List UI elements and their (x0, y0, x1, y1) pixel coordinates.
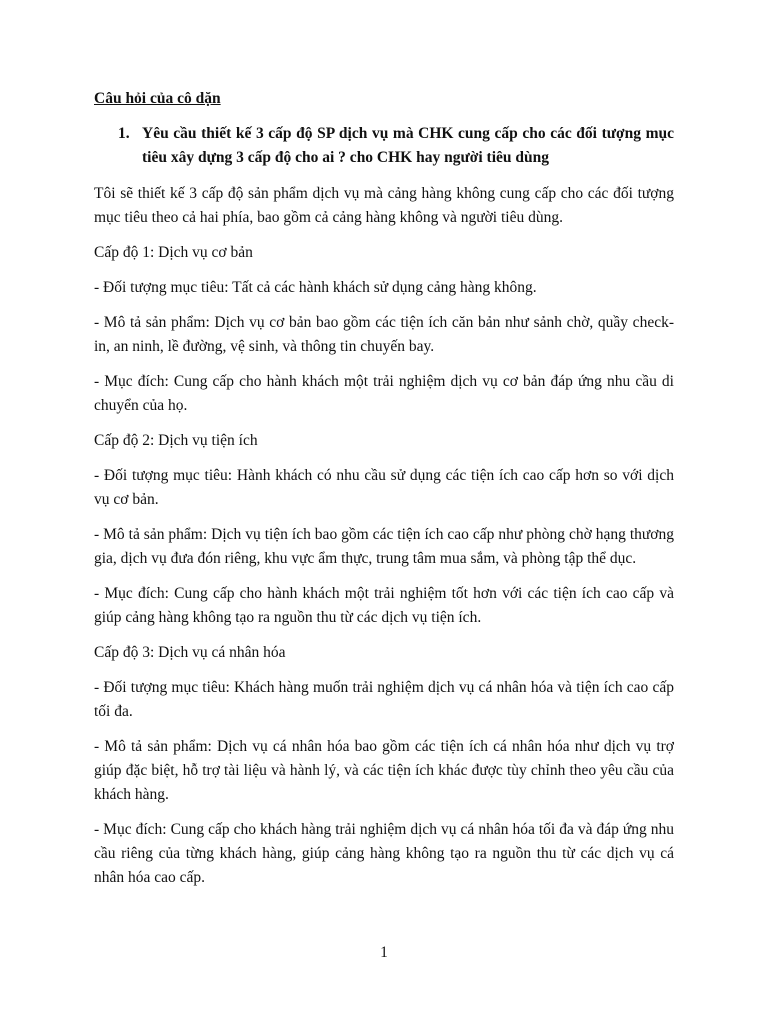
level-3-purpose: - Mục đích: Cung cấp cho khách hàng trải nghiệm dịch vụ cá nhân hóa tối đa và đáp ứng nhu cầu riêng của từng khách hàng, giúp cảng hàng không tạo ra nguồn thu từ các dịch vụ cá nhân hóa cao cấp. (94, 821, 674, 886)
level-1-title: Cấp độ 1: Dịch vụ cơ bản (94, 244, 253, 261)
question-number: 1. (118, 125, 130, 142)
intro-paragraph: Tôi sẽ thiết kế 3 cấp độ sản phẩm dịch vụ mà cảng hàng không cung cấp cho các đối tượng mục tiêu theo cả hai phía, bao gồm cả cảng hàng không và người tiêu dùng. (94, 185, 674, 226)
question-text: Yêu cầu thiết kế 3 cấp độ SP dịch vụ mà CHK cung cấp cho các đối tượng mục tiêu xây dựng 3 cấp độ cho ai ? cho CHK hay người tiêu dùng (142, 125, 674, 166)
level-1-purpose: - Mục đích: Cung cấp cho hành khách một trải nghiệm dịch vụ cơ bản đáp ứng nhu cầu di chuyển của họ. (94, 373, 674, 414)
question-item (118, 122, 674, 170)
level-2-title: Cấp độ 2: Dịch vụ tiện ích (94, 432, 258, 449)
level-3-target: - Đối tượng mục tiêu: Khách hàng muốn trải nghiệm dịch vụ cá nhân hóa và tiện ích cao cấp tối đa. (94, 679, 674, 720)
section-heading: Câu hỏi của cô dặn (94, 90, 221, 107)
page-number: 1 (380, 944, 388, 961)
level-3-description: - Mô tả sản phẩm: Dịch vụ cá nhân hóa bao gồm các tiện ích cá nhân hóa như dịch vụ trợ giúp đặc biệt, hỗ trợ tài liệu và hành lý, và các tiện ích khác được tùy chỉnh theo yêu cầu của khách hàng. (94, 738, 674, 803)
level-1-description: - Mô tả sản phẩm: Dịch vụ cơ bản bao gồm các tiện ích căn bản như sảnh chờ, quầy check-in, an ninh, lề đường, vệ sinh, và thông tin chuyến bay. (94, 314, 674, 355)
document-body (94, 88, 674, 901)
level-2-purpose: - Mục đích: Cung cấp cho hành khách một trải nghiệm tốt hơn với các tiện ích cao cấp và giúp cảng hàng không tạo ra nguồn thu từ các dịch vụ tiện ích. (94, 585, 674, 626)
level-2-target: - Đối tượng mục tiêu: Hành khách có nhu cầu sử dụng các tiện ích cao cấp hơn so với dịch vụ cơ bản. (94, 467, 674, 508)
level-3-title: Cấp độ 3: Dịch vụ cá nhân hóa (94, 644, 286, 661)
level-1-target: - Đối tượng mục tiêu: Tất cả các hành khách sử dụng cảng hàng không. (94, 279, 537, 296)
level-2-description: - Mô tả sản phẩm: Dịch vụ tiện ích bao gồm các tiện ích cao cấp như phòng chờ hạng thương gia, dịch vụ đưa đón riêng, khu vực ẩm thực, trung tâm mua sắm, và phòng tập thể dục. (94, 526, 674, 567)
